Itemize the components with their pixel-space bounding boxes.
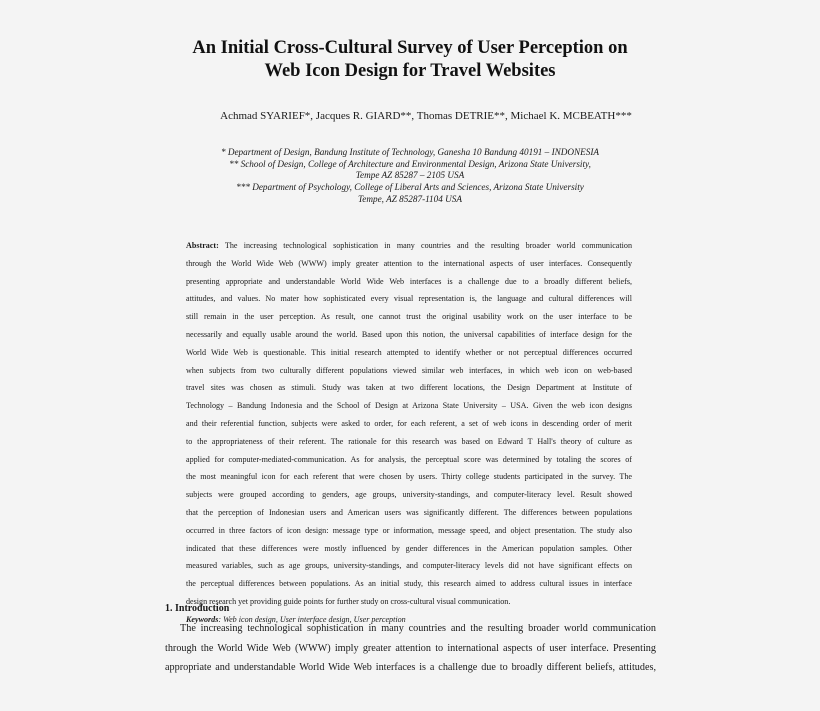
- abstract-line: [186, 290, 632, 308]
- paper-title: [0, 37, 820, 83]
- abstract-line: [186, 486, 632, 504]
- abstract-line: [186, 593, 632, 611]
- abstract-text: applied for computer-mediated-communication. As for analysis, the perceptual score was determined by totaling the scores of: [186, 454, 632, 464]
- affiliation-line: * Department of Design, Bandung Institute of Technology, Ganesha 10 Bandung 40191 – INDONESIA: [220, 147, 600, 157]
- abstract-text: attitudes, and values. No mater how sophisticated every visual representation is, the language and cultural differences will: [186, 294, 632, 304]
- abstract-line: [186, 255, 632, 273]
- keywords-text: : Web icon design, User interface design, User perception: [218, 614, 406, 624]
- affiliation-line: Tempe, AZ 85287-1104 USA: [358, 193, 462, 204]
- abstract-line: [186, 326, 632, 344]
- affiliation-line: Tempe AZ 85287 – 2105 USA: [355, 170, 465, 181]
- title-line: Web Icon Design for Travel Websites: [264, 61, 556, 81]
- abstract-text: measured variables, such as age groups, university-standings, and computer-literacy levels did not have significant effects on: [186, 561, 632, 571]
- abstract-text: when subjects from two culturally different populations viewed similar web interfaces, in which web icon on web-based: [186, 365, 632, 375]
- introduction-line: through the World Wide Web (WWW) imply greater attention to international aspects of user interface. Presenting: [165, 642, 656, 654]
- abstract-line: [186, 415, 632, 433]
- abstract-line: [186, 344, 632, 362]
- abstract-text: the most meaningful icon for each referent that were chosen by users. Thirty college students participated in the survey. The: [186, 472, 632, 482]
- author-list: Achmad SYARIEF*, Jacques R. GIARD**, Thomas DETRIE**, Michael K. MCBEATH***: [220, 110, 632, 122]
- abstract-text: The increasing technological sophistication in many countries and the resulting broader world communication: [218, 241, 632, 250]
- abstract-line: [186, 362, 632, 380]
- abstract-line: [186, 397, 632, 415]
- section-heading: 1. Introduction: [165, 603, 230, 614]
- abstract-line: [186, 433, 632, 451]
- affiliations: [0, 147, 820, 206]
- affiliation-line: *** Department of Psychology, College of Liberal Arts and Sciences, Arizona State University: [236, 182, 584, 193]
- abstract-text: presenting appropriate and understandable World Wide Web interfaces is a challenge due to a broadly different beliefs,: [186, 276, 632, 286]
- abstract-text: occurred in three factors of icon design: message type or information, message speed, and object presentation. The study also: [186, 525, 632, 535]
- abstract-line: [186, 379, 632, 397]
- abstract-line: [186, 451, 632, 469]
- abstract-label: Abstract:: [186, 241, 219, 250]
- abstract-text: subjects were grouped according to genders, age groups, university-standings, and computer-literacy level. Result showed: [186, 490, 632, 500]
- abstract: [186, 237, 632, 629]
- abstract-text: that the perception of Indonesian users and American users was significantly different. The differences between populations: [186, 507, 632, 517]
- abstract-line: [186, 540, 632, 558]
- abstract-text: and their referential function, subjects were asked to order, for each referent, a set of web icons in descending order of merit: [186, 418, 632, 428]
- abstract-text: necessarily and equally usable around the world. Based upon this notion, the universal capabilities of interface design for the: [186, 329, 632, 339]
- abstract-line: [186, 522, 632, 540]
- abstract-line: [186, 308, 632, 326]
- abstract-text: travel sites was chosen as stimuli. Study was taken at two different locations, the Design Department at Institute of: [186, 383, 632, 393]
- abstract-text: design research yet providing guide points for further study on cross-cultural visual communication.: [186, 596, 511, 606]
- abstract-text: the perceptual differences between populations. As an initial study, this research aimed to address cultural issues in interface: [186, 579, 632, 589]
- abstract-line: [186, 237, 632, 255]
- abstract-text: indicated that these differences were mostly influenced by gender differences in the American population samples. Other: [186, 543, 632, 553]
- abstract-text: World Wide Web is questionable. This initial research attempted to identify whether or not perceptual differences occurred: [186, 347, 632, 357]
- abstract-line: [186, 504, 632, 522]
- abstract-line: [186, 468, 632, 486]
- affiliation-line: ** School of Design, College of Architecture and Environmental Design, Arizona State University,: [229, 158, 591, 169]
- abstract-line: [186, 273, 632, 291]
- title-line: An Initial Cross-Cultural Survey of User Perception on: [192, 38, 628, 58]
- introduction-line: appropriate and understandable World Wide Web interfaces is a challenge due to broadly different beliefs, attitudes,: [165, 662, 656, 673]
- keywords-label: Keywords: [186, 614, 219, 624]
- abstract-text: still remain in the user perception. As result, one cannot trust the original usability work on the user interface to be: [186, 312, 632, 322]
- abstract-text: to the appropriateness of their referent. The rationale for this research was based on Edward T Hall's theory of culture as: [186, 436, 632, 446]
- abstract-line: [186, 557, 632, 575]
- abstract-text: Technology – Bandung Indonesia and the School of Design at Arizona State University – USA. Given the web icon designs: [186, 401, 632, 411]
- abstract-text: through the World Wide Web (WWW) imply greater attention to the international aspects of user interfaces. Consequently: [186, 258, 632, 268]
- introduction-body: [165, 619, 656, 678]
- introduction-line: The increasing technological sophistication in many countries and the resulting broader world communication: [180, 623, 656, 634]
- abstract-line: [186, 575, 632, 593]
